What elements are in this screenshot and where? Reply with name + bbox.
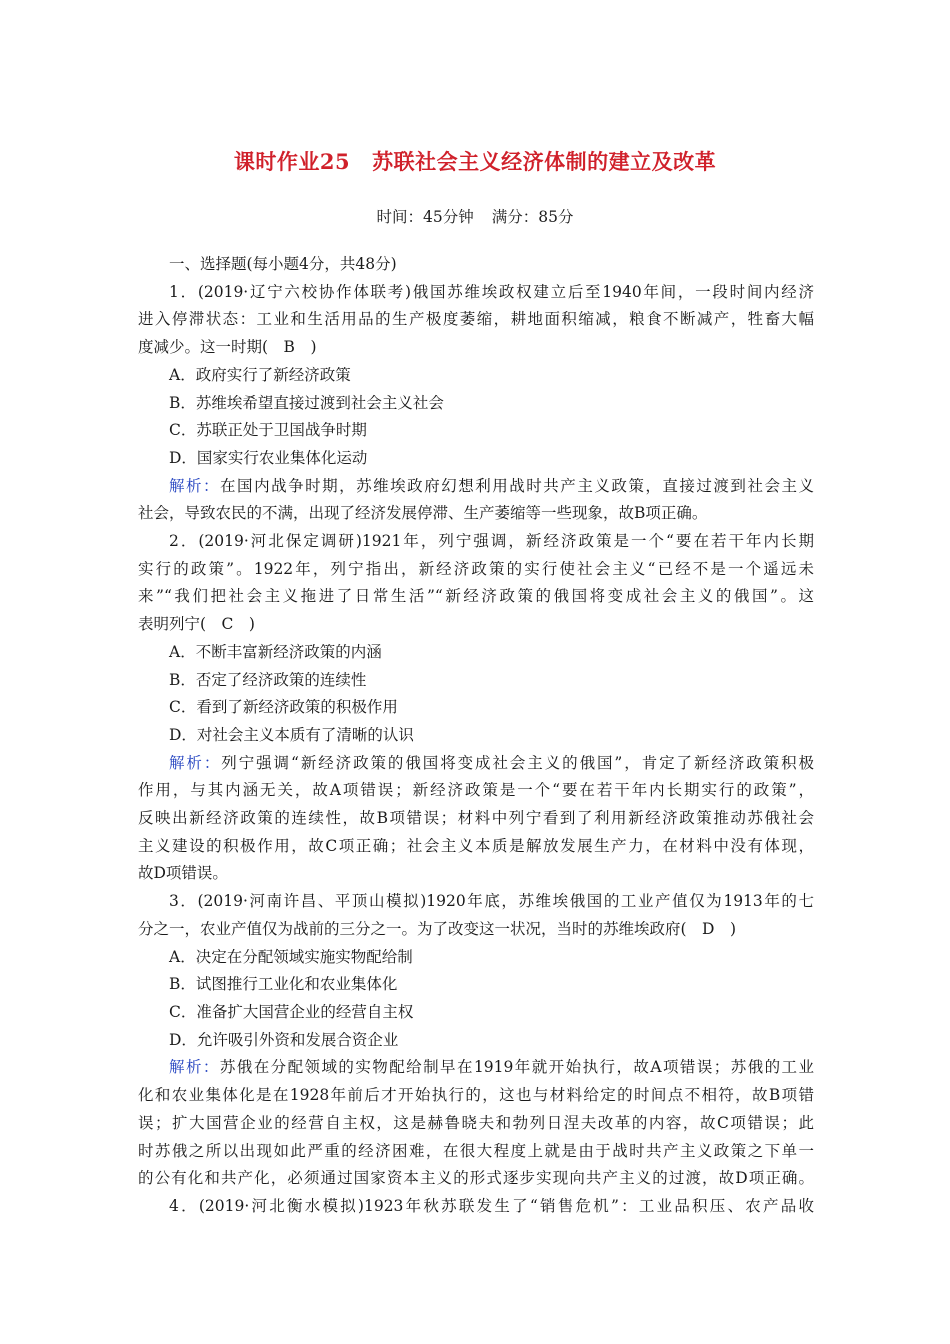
full-score: 满分：85分 bbox=[491, 208, 574, 226]
option-a: A．政府实行了新经济政策 bbox=[169, 365, 351, 384]
time-limit: 时间：45分钟 bbox=[376, 208, 474, 226]
question-stem-line: 实行的政策”。1922年，列宁指出，新经济政策的实行使社会主义“已经不是一个遥远未 bbox=[138, 559, 814, 578]
question-stem-line: 度减少。这一时期( B ) bbox=[138, 338, 317, 357]
option-c: C．准备扩大国营企业的经营自主权 bbox=[169, 1002, 414, 1021]
section-heading: 一、选择题(每小题4分，共48分) bbox=[169, 255, 397, 273]
question-stem-line: 2．(2019·河北保定调研)1921年，列宁强调，新经济政策是一个“要在若干年内长期 bbox=[169, 532, 814, 551]
question-stem-line: 表明列宁( C ) bbox=[138, 615, 255, 634]
analysis-label: 解析： bbox=[169, 1058, 220, 1077]
option-a: A．不断丰富新经济政策的内涵 bbox=[169, 642, 382, 661]
option-d: D．国家实行农业集体化运动 bbox=[169, 448, 368, 467]
analysis-line: 解析：在国内战争时期，苏维埃政府幻想利用战时共产主义政策，直接过渡到社会主义 bbox=[169, 476, 814, 495]
option-c: C．看到了新经济政策的积极作用 bbox=[169, 698, 398, 717]
question-3 bbox=[138, 888, 814, 1193]
option-d: D．允许吸引外资和发展合资企业 bbox=[169, 1030, 399, 1049]
analysis-line: 反映出新经济政策的连续性，故B项错误；材料中列宁看到了利用新经济政策推动苏俄社会 bbox=[138, 809, 814, 828]
page-title bbox=[0, 146, 950, 176]
analysis-line: 主义建设的积极作用，故C项正确；社会主义本质是解放发展生产力，在材料中没有体现， bbox=[138, 836, 814, 855]
question-stem-line: 来”“我们把社会主义拖进了日常生活”“新经济政策的俄国将变成社会主义的俄国”。这 bbox=[138, 587, 814, 606]
question-stem-line: 1．(2019·辽宁六校协作体联考)俄国苏维埃政权建立后至1940年间，一段时间内经济 bbox=[169, 282, 814, 301]
option-a: A．决定在分配领域实施实物配给制 bbox=[169, 947, 413, 966]
option-b: B．否定了经济政策的连续性 bbox=[169, 670, 367, 689]
question-stem-line: 3．(2019·河南许昌、平顶山模拟)1920年底，苏维埃俄国的工业产值仅为1913年的七 bbox=[169, 892, 814, 911]
question-stem-line: 4．(2019·河北衡水模拟)1923年秋苏联发生了“销售危机”：工业品积压、农产品收 bbox=[169, 1196, 814, 1215]
title-topic: 苏联社会主义经济体制的建立及改革 bbox=[372, 149, 717, 174]
question-1 bbox=[138, 279, 814, 528]
option-c: C．苏联正处于卫国战争时期 bbox=[169, 421, 367, 440]
analysis-label: 解析： bbox=[169, 476, 221, 495]
question-4 bbox=[138, 1193, 814, 1221]
analysis-line: 误；扩大国营企业的经营自主权，这是赫鲁晓夫和勃列日涅夫改革的内容，故C项错误；此 bbox=[138, 1113, 814, 1132]
analysis-line: 社会，导致农民的不满，出现了经济发展停滞、生产萎缩等一些现象，故B项正确。 bbox=[138, 504, 708, 523]
analysis-line: 化和农业集体化是在1928年前后才开始执行的，这也与材料给定的时间点不相符，故B项错 bbox=[138, 1086, 814, 1105]
question-stem-line: 进入停滞状态：工业和生活用品的生产极度萎缩，耕地面积缩减，粮食不断减产，牲畜大幅 bbox=[138, 310, 814, 329]
analysis-line: 时苏俄之所以出现如此严重的经济困难，在很大程度上就是由于战时共产主义政策之下单一 bbox=[138, 1141, 814, 1160]
analysis-line: 作用，与其内涵无关，故A项错误；新经济政策是一个“要在若干年内长期实行的政策”， bbox=[138, 781, 814, 800]
analysis-line: 的公有化和共产化，必须通过国家资本主义的形式逐步实现向共产主义的过渡，故D项正确。 bbox=[138, 1169, 814, 1188]
analysis-line: 解析：列宁强调“新经济政策的俄国将变成社会主义的俄国”，肯定了新经济政策积极 bbox=[169, 753, 814, 772]
question-2 bbox=[138, 528, 814, 888]
exam-meta bbox=[0, 205, 950, 227]
option-b: B．苏维埃希望直接过渡到社会主义社会 bbox=[169, 393, 444, 412]
title-lesson-number: 课时作业25 bbox=[233, 149, 351, 174]
question-stem-line: 分之一，农业产值仅为战前的三分之一。为了改变这一状况，当时的苏维埃政府( D ) bbox=[138, 919, 737, 938]
question-body bbox=[138, 251, 814, 1221]
analysis-label: 解析： bbox=[169, 753, 222, 772]
option-d: D．对社会主义本质有了清晰的认识 bbox=[169, 725, 414, 744]
analysis-line: 解析：苏俄在分配领域的实物配给制早在1919年就开始执行，故A项错误；苏俄的工业 bbox=[169, 1058, 814, 1077]
analysis-line: 故D项错误。 bbox=[138, 864, 228, 883]
option-b: B．试图推行工业化和农业集体化 bbox=[169, 975, 398, 994]
